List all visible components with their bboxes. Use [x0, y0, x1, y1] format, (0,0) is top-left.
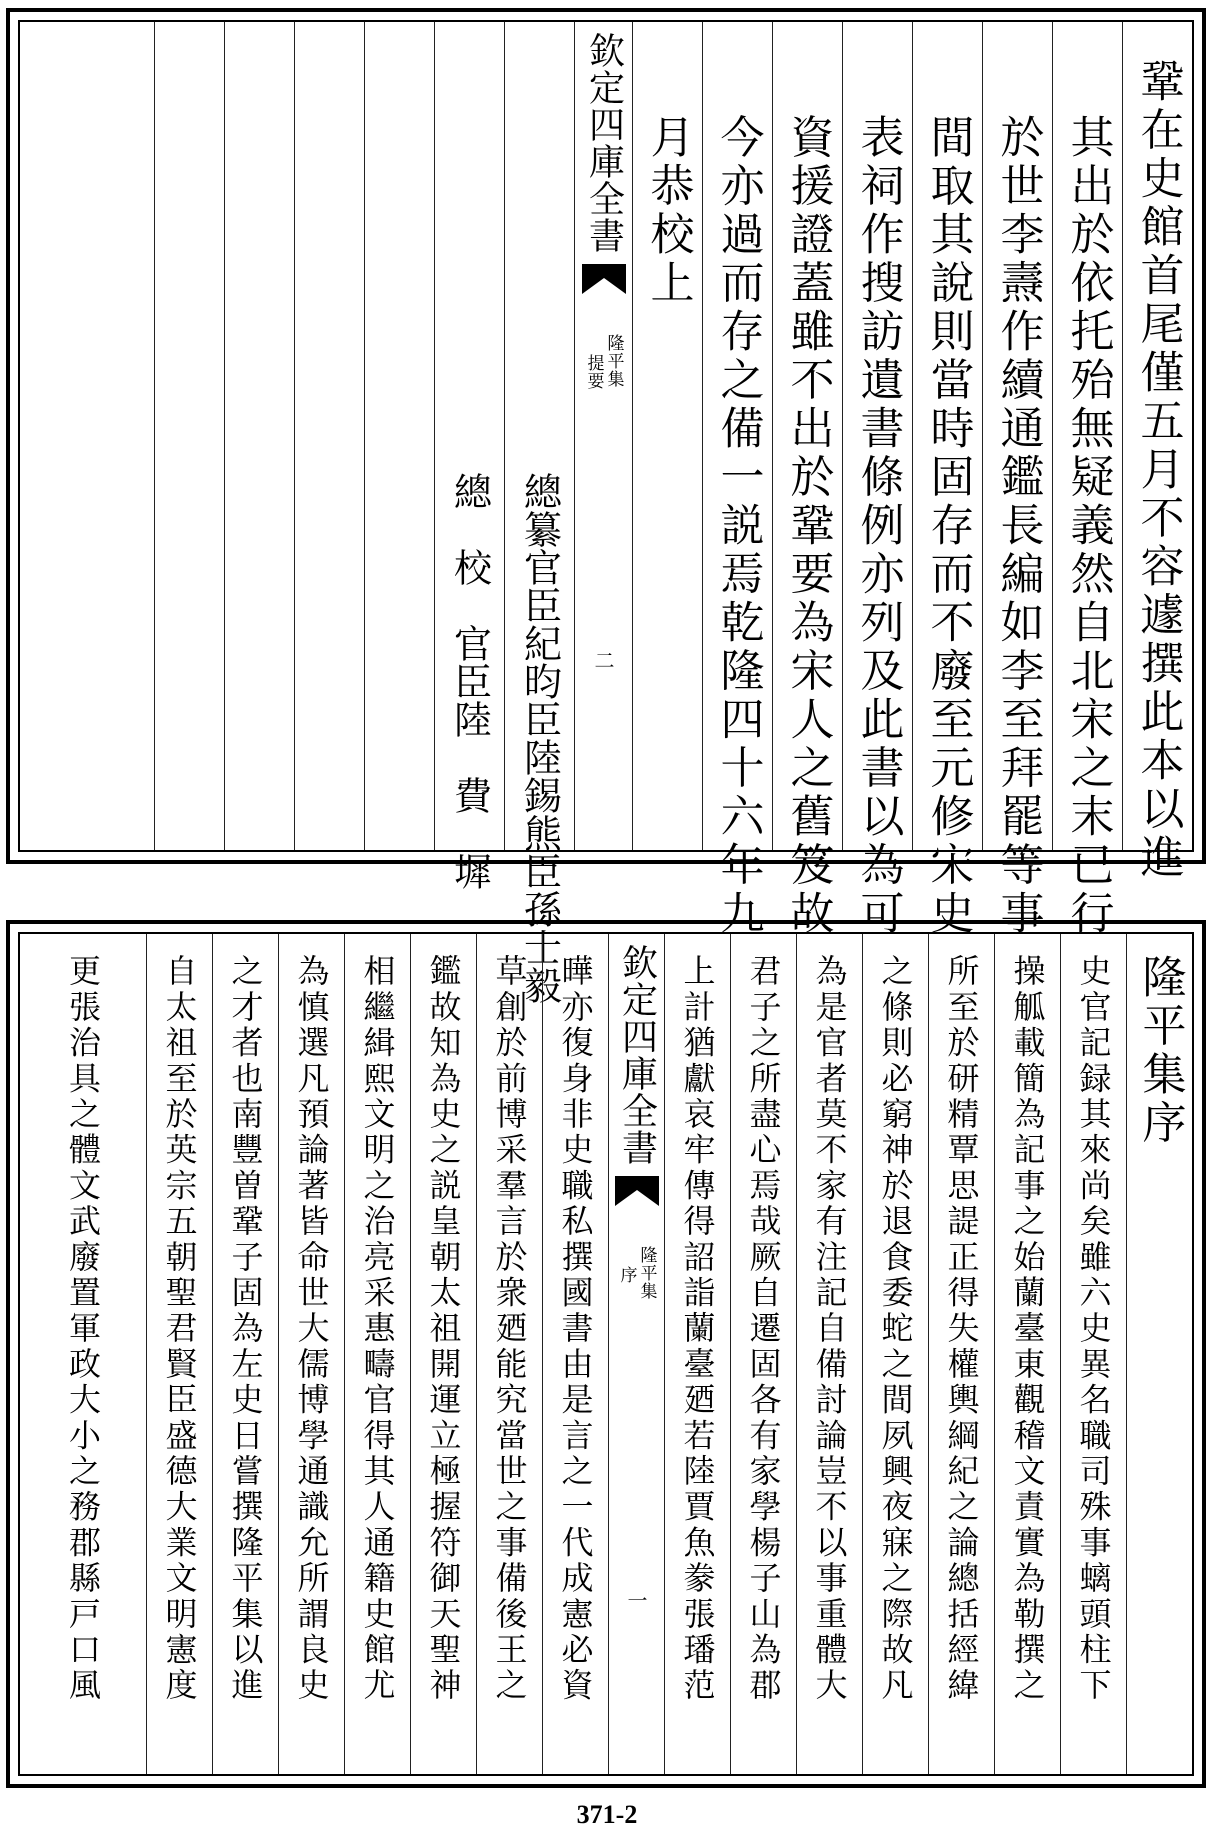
text-column	[1060, 934, 1126, 1774]
column-text: 曄亦復身非史職私撰國書由是言之一代成憲必資	[556, 954, 595, 1704]
column-text: 於世李燾作續通鑑長編如李至拜罷等事	[992, 114, 1044, 939]
text-column	[344, 934, 410, 1774]
section-title-column	[1126, 934, 1192, 1774]
column-text: 資援證蓋雖不出於鞏要為宋人之舊笈故	[782, 114, 834, 939]
top-page-frame	[18, 20, 1194, 1004]
banner-page-number: 一	[624, 1590, 648, 1610]
banner-title: 欽定四庫全書	[616, 944, 658, 1166]
top-page-panel	[6, 8, 1206, 1004]
text-column	[146, 934, 212, 1774]
column-text: 操觚載簡為記事之始蘭臺東觀稽文責實為勒撰之	[1008, 954, 1047, 1704]
column-text: 草創於前博采羣言於衆廼能究當世之事備後王之	[490, 954, 529, 1704]
banner-section: 提要	[583, 354, 604, 390]
column-text: 為是官者莫不家有注記自備討論豈不以事重體大	[810, 954, 849, 1704]
fish-tail-mark-icon	[582, 264, 626, 304]
column-text: 自太祖至於英宗五朝聖君賢臣盛德大業文明憲度	[160, 954, 199, 1704]
text-column	[632, 22, 702, 850]
blank-column	[20, 22, 154, 850]
blank-column	[364, 22, 434, 850]
column-text: 鑑故知為史之説皇朝太祖開運立極握符御天聖神	[424, 954, 463, 1704]
column-text: 月恭校上	[642, 114, 694, 308]
text-column	[994, 934, 1060, 1774]
official-line: 總纂官臣紀昀臣陸錫熊臣孫士毅	[517, 472, 562, 1004]
banner-book-title: 隆平集	[603, 334, 624, 388]
center-banner	[574, 22, 632, 850]
text-column	[928, 934, 994, 1774]
column-text: 之才者也南豐曽鞏子固為左史日嘗撰隆平集以進	[226, 954, 265, 1704]
text-column	[982, 22, 1052, 939]
text-column	[664, 934, 730, 1774]
bottom-page-frame	[18, 932, 1194, 1776]
text-column	[730, 934, 796, 1774]
blank-column	[224, 22, 294, 850]
column-text: 間取其說則當時固存而不廢至元修宋史	[922, 114, 974, 939]
official-line: 總 校 官臣陸 費 墀	[447, 472, 492, 890]
text-column	[796, 934, 862, 1774]
column-text: 君子之所盡心焉哉厥自遷固各有家學楊子山為郡	[744, 954, 783, 1704]
column-text: 相繼緝熙文明之治亮采惠疇官得其人通籍史館尤	[358, 954, 397, 1704]
blank-column	[294, 22, 364, 850]
column-text: 史官記録其來尚矣雖六史異名職司殊事螭頭柱下	[1074, 954, 1113, 1704]
text-column	[20, 934, 146, 1774]
text-column	[212, 934, 278, 1774]
column-text: 為慎選凡預論著皆命世大儒博學通識允所謂良史	[292, 954, 331, 1704]
column-text: 上計猶獻哀牢傳得詔詣蘭臺廼若陸賈魚豢張璠范	[678, 954, 717, 1704]
text-column	[842, 22, 912, 939]
banner-page-number: 二	[591, 650, 615, 670]
column-text: 所至於研精覃思諟正得失權輿綱紀之論總括經緯	[942, 954, 981, 1704]
column-text: 表祠作搜訪遺書條例亦列及此書以為可	[852, 114, 904, 939]
page-footer-label: 371-2	[576, 1800, 638, 1829]
text-column	[1122, 22, 1192, 883]
column-text: 更張治具之體文武廢置軍政大小之務郡縣戸口風	[64, 954, 102, 1704]
bottom-page-panel	[6, 920, 1206, 1788]
center-banner	[608, 934, 664, 1774]
section-title: 隆平集序	[1134, 954, 1186, 1148]
column-text: 其出於依托殆無疑義然自北宋之末已行	[1062, 114, 1114, 939]
officials-column	[434, 22, 504, 890]
text-column	[410, 934, 476, 1774]
banner-title: 欽定四庫全書	[583, 32, 625, 254]
banner-book-title: 隆平集	[636, 1246, 657, 1300]
fish-tail-mark-icon	[615, 1176, 659, 1216]
column-text: 鞏在史館首尾僅五月不容遽撰此本以進	[1132, 58, 1184, 883]
text-column	[476, 934, 542, 1774]
blank-column	[154, 22, 224, 850]
text-column	[542, 934, 608, 1774]
text-column	[702, 22, 772, 939]
text-column	[772, 22, 842, 939]
column-text: 今亦過而存之備一説焉乾隆四十六年九	[712, 114, 764, 939]
text-column	[912, 22, 982, 939]
banner-section: 序	[616, 1266, 637, 1284]
officials-column	[504, 22, 574, 1004]
column-text: 之條則必窮神於退食委蛇之間夙興夜寐之際故凡	[876, 954, 915, 1704]
text-column	[862, 934, 928, 1774]
text-column	[1052, 22, 1122, 939]
text-column	[278, 934, 344, 1774]
